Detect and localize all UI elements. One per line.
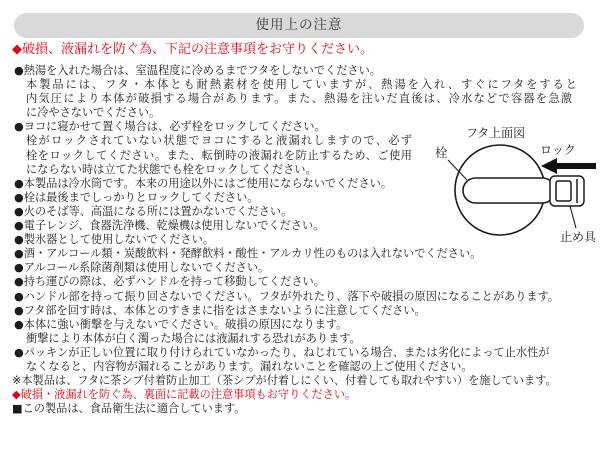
bottom-warning: ◆破損・液漏れを防ぐ為、裏面に記載の注意事項もお守りください。 — [12, 388, 357, 402]
diagram-title: フタ上面図 — [466, 126, 526, 140]
clasp — [550, 176, 584, 206]
caution-item-text: ●熱湯を入れた場合は、室温程度に冷めるまでフタをしないでください。 — [14, 64, 381, 77]
compliance-statement: ■この製品は、食品衛生法に適合しています。 — [12, 402, 246, 416]
lock-label: ロック — [540, 143, 576, 157]
caution-item — [0, 290, 600, 304]
caution-item — [0, 318, 600, 346]
caution-continuation-text: にならない時は立てた状態でも栓をロックしてください。 — [26, 162, 317, 176]
section-title: 使用上の注意 — [255, 17, 343, 33]
caution-item-text: ●ヨコに寝かせて置く場合は、必ず栓をロックしてください。 — [14, 120, 326, 134]
footnote: ※本製品は、フタに茶シブ付着防止加工（茶シブが付着しにくい、付着しても取れやすい）を施しています。 — [12, 374, 557, 388]
plug-label: 栓 — [435, 145, 448, 160]
caution-item-text: ●フタ部を回す時は、本体とのすきまに指をはさまないように注意してください。 — [14, 303, 426, 317]
clasp-label: 止め具 — [559, 230, 596, 244]
caution-item-text: ●酒・アルコール類・炭酸飲料・発酵飲料・酸性・アルカリ性のものは入れないでください。 — [14, 247, 482, 261]
caution-item-text: ●アルコール系除菌剤類は使用しないでください。 — [14, 261, 270, 275]
caution-item-text: ●ハンドル部を持って振り回さないでください。フタが外れたり、落下や破損の原因になることがあります。 — [14, 289, 560, 303]
caution-item-text: ●火のそば等、高温になる所には置かないでください。 — [14, 204, 293, 218]
caution-item-text: ●電子レンジ、食器洗浄機、乾燥機は使用しないでください。 — [14, 219, 325, 233]
caution-item — [0, 247, 600, 261]
caution-item — [0, 304, 600, 318]
caution-item-text: ●製氷器として使用しないでください。 — [14, 233, 214, 247]
caution-continuation-text: なくなると、内容物が漏れることがあります。漏れないことを確認の上ご使用ください。 — [26, 359, 473, 373]
caution-item — [0, 261, 600, 275]
caution-continuation-text: 栓をロックしてください。また、転倒時の液漏れを防止するため、ご使用 — [26, 148, 412, 162]
caution-continuation-text: 衝撃により本体が白く濁った場合には液漏れする恐れがあります。 — [26, 331, 361, 345]
section-header — [14, 13, 584, 38]
caution-item-text: ●本体に強い衝撃を与えないでください。破損の原因になります。 — [14, 317, 348, 331]
caution-continuation-text: 栓がロックされていない状態でヨコにすると液漏れしますので、必ず — [26, 134, 412, 148]
caution-item — [0, 64, 600, 120]
plug — [463, 178, 555, 203]
clasp-window — [556, 181, 571, 201]
caution-item-text: ●持ち運びの際は、必ずハンドルを持って移動してください。 — [14, 275, 325, 289]
caution-continuation-text: に冷やさないでください。 — [26, 106, 161, 120]
lid-top-view-diagram — [420, 120, 598, 246]
caution-item — [0, 346, 600, 374]
caution-continuation-text: 内気圧により本体が破損する場合があります。また、熱湯を注いだ直後は、冷水などで容器を急激 — [26, 92, 572, 106]
caution-item — [0, 275, 600, 289]
caution-item-text: ●栓は最後までしっかりとロックしてください。 — [14, 190, 259, 204]
caution-item-text: ●パッキンが正しい位置に取り付けられていなかったり、ねじれている場合、または劣化によって止水性が — [14, 345, 550, 359]
top-warning: ◆破損、液漏れを防ぐ為、下記の注意事項をお守りください。 — [12, 42, 373, 57]
caution-continuation-text: 本製品には、フタ・本体とも耐熱素材を使用していますが、熱湯を入れ、すぐにフタをすると — [26, 78, 577, 92]
clasp-leader-line — [570, 206, 576, 228]
caution-item-text: ●本製品は冷水筒です。本来の用途以外にはご使用にならないでください。 — [14, 176, 393, 190]
lock-direction-arrow-icon — [541, 158, 596, 174]
